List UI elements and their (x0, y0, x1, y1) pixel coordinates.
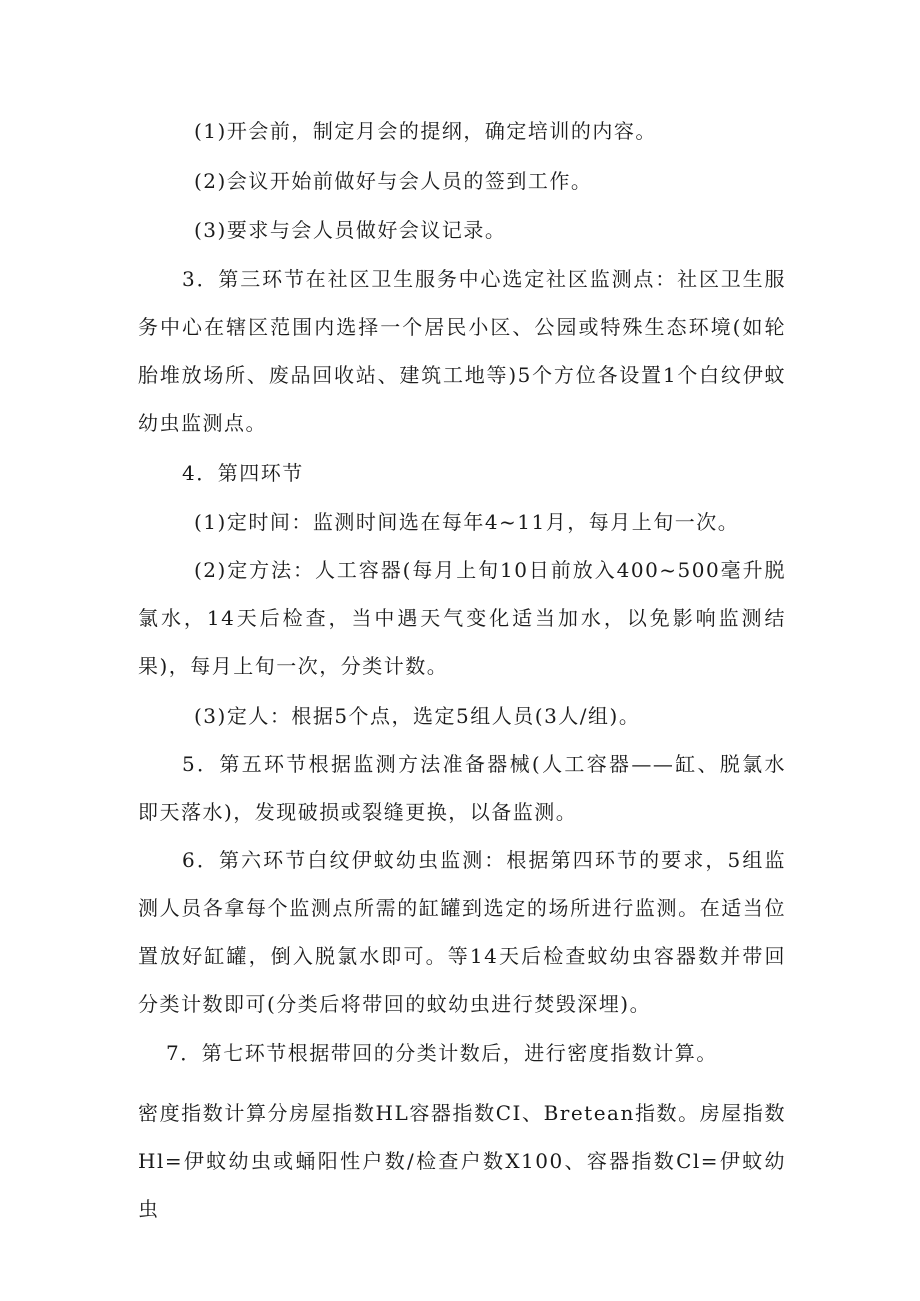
paragraph-meeting-step-3: (3)要求与会人员做好会议记录。 (194, 218, 507, 242)
paragraph-section-4-people: (3)定人：根据5个点，选定5组人员(3人/组)。 (194, 704, 641, 728)
paragraph-section-4-method: (2)定方法：人工容器(每月上旬10日前放入400~500毫升脱氯水，14天后检查，当中遇天气变化适当加水，以免影响监测结果)，每月上旬一次，分类计数。 (138, 558, 786, 678)
paragraph-section-6: 6．第六环节白纹伊蚊幼虫监测：根据第四环节的要求，5组监测人员各拿每个监测点所需的缸罐到选定的场所进行监测。在适当位置放好缸罐，倒入脱氯水即可。等14天后检查蚊幼虫容器数并带回分类计数即可(分类后将带回的蚊幼虫进行焚毁深埋)。 (138, 848, 786, 1016)
paragraph-section-3: 3．第三环节在社区卫生服务中心选定社区监测点：社区卫生服务中心在辖区范围内选择一个居民小区、公园或特殊生态环境(如轮胎堆放场所、废品回收站、建筑工地等)5个方位各设置1个白纹伊蚊幼虫监测点。 (138, 267, 786, 435)
paragraph-section-5: 5．第五环节根据监测方法准备器械(人工容器——缸、脱氯水即天落水)，发现破损或裂缝更换，以备监测。 (138, 752, 786, 824)
paragraph-meeting-step-1: (1)开会前，制定月会的提纲，确定培训的内容。 (194, 119, 657, 143)
paragraph-section-7: 7．第七环节根据带回的分类计数后，进行密度指数计算。 (166, 1041, 718, 1065)
paragraph-section-4-time: (1)定时间：监测时间选在每年4~11月，每月上旬一次。 (194, 510, 740, 534)
paragraph-section-4-heading: 4．第四环节 (182, 461, 304, 485)
paragraph-meeting-step-2: (2)会议开始前做好与会人员的签到工作。 (194, 169, 593, 193)
paragraph-density-index: 密度指数计算分房屋指数HL容器指数CI、Bretean指数。房屋指数Hl=伊蚊幼虫或蛹阳性户数/检查户数X100、容器指数Cl=伊蚊幼虫 (138, 1101, 786, 1221)
